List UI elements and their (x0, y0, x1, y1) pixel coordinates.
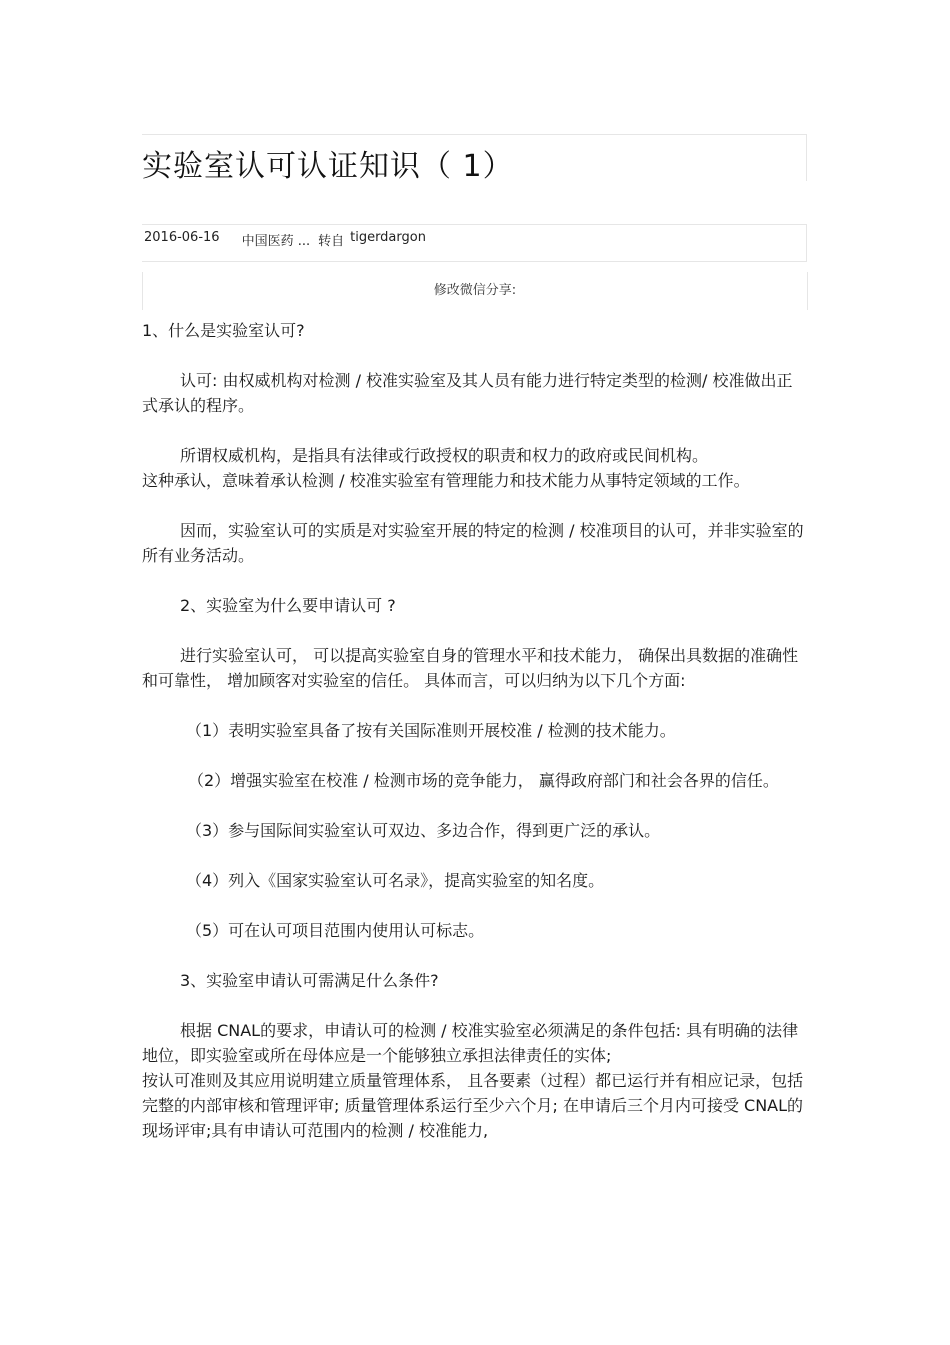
paragraph: 根据 CNAL的要求，申请认可的检测 / 校准实验室必须满足的条件包括: 具有明确的法律地位，即实验室或所在母体应是一个能够独立承担法律责任的实体; (142, 1021, 799, 1065)
list-item: （4）列入《国家实验室认可名录》，提高实验室的知名度。 (186, 871, 605, 890)
source-link[interactable]: 中国医药 ... (241, 234, 311, 249)
list-item: （2）增强实验室在校准 / 检测市场的竞争能力， 赢得政府部门和社会各界的信任。 (188, 771, 779, 790)
paragraph: 所谓权威机构，是指具有法律或行政授权的职责和权力的政府或民间机构。 (180, 446, 709, 465)
paragraph: 按认可准则及其应用说明建立质量管理体系， 且各要素（过程）都已运行并有相应记录，包括完整的内部审核和管理评审; 质量管理体系运行至少六个月; 在申请后三个月内可接受 CNAL的现场评审;具有申请认可范围内的检测 / 校准能力, (142, 1071, 804, 1140)
repost-label: 转自 (318, 234, 345, 249)
publish-date: 2016-06-16 (144, 230, 220, 245)
article-meta (142, 224, 807, 262)
article-body (142, 318, 804, 1143)
paragraph: 认可: 由权威机构对检测 / 校准实验室及其人员有能力进行特定类型的检测/ 校准做出正式承认的程序。 (142, 371, 793, 415)
page-title: 实验室认可认证知识（ 1） (142, 149, 514, 184)
list-item: （3）参与国际间实验室认可双边、多边合作，得到更广泛的承认。 (186, 821, 661, 840)
list-item: （1）表明实验室具备了按有关国际准则开展校准 / 检测的技术能力。 (186, 721, 676, 740)
list-item: （5）可在认可项目范围内使用认可标志。 (186, 921, 485, 940)
title-container (142, 134, 807, 184)
meta-row (144, 230, 426, 249)
paragraph: 这种承认，意味着承认检测 / 校准实验室有管理能力和技术能力从事特定领域的工作。 (142, 471, 750, 490)
section-heading: 2、实验室为什么要申请认可 ? (180, 596, 396, 615)
section-heading: 1、什么是实验室认可? (142, 321, 305, 340)
paragraph: 因而，实验室认可的实质是对实验室开展的特定的检测 / 校准项目的认可，并非实验室的所有业务活动。 (142, 521, 804, 565)
author-link[interactable]: tigerdargon (350, 230, 426, 245)
paragraph: 进行实验室认可， 可以提高实验室自身的管理水平和技术能力， 确保出具数据的准确性和可靠性， 增加顾客对实验室的信任。 具体而言，可以归纳为以下几个方面: (142, 646, 799, 690)
section-heading: 3、实验室申请认可需满足什么条件? (180, 971, 439, 990)
share-container (142, 272, 808, 310)
wechat-share-link[interactable]: 修改微信分享: (433, 283, 517, 298)
